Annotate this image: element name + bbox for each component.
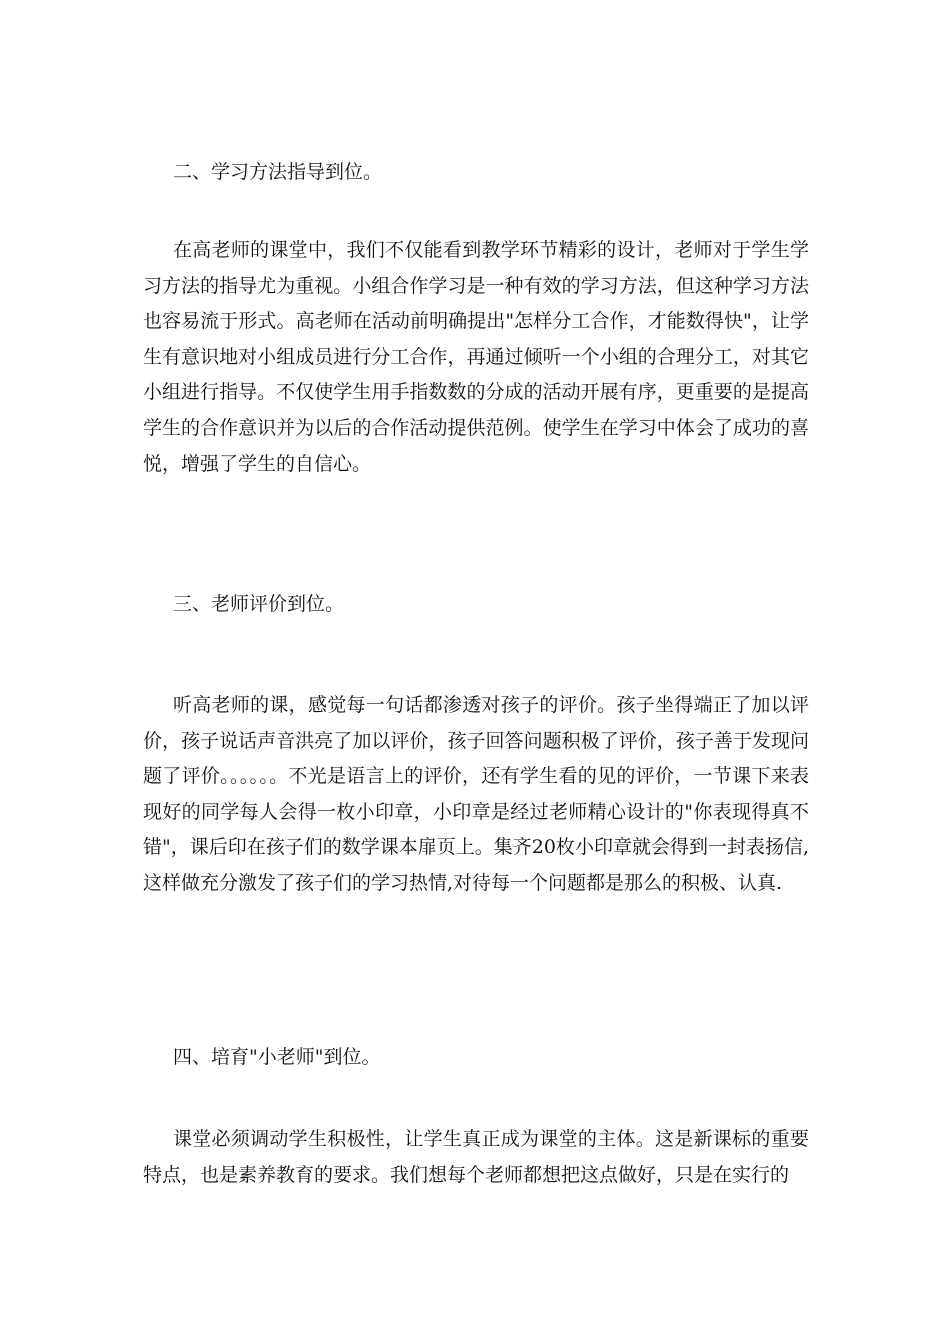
section-heading-little-teacher: 四、培育"小老师"到位。 (173, 1046, 381, 1068)
section-heading-learning-methods: 二、学习方法指导到位。 (173, 161, 383, 183)
section-heading-teacher-evaluation: 三、老师评价到位。 (173, 593, 345, 615)
section-paragraph-teacher-evaluation: 听高老师的课，感觉每一句话都渗透对孩子的评价。孩子坐得端正了加以评价，孩子说话声音洪亮了加以评价，孩子回答问题积极了评价，孩子善于发现问题了评价。。。。。。不光是语言上的评价，还有学生看的见的评价，一节课下来表现好的同学每人会得一枚小印章，小印章是经过老师精心设计的"你表现得真不错"，课后印在孩子们的数学课本扉页上。集齐20枚小印章就会得到一封表扬信,这样做充分激发了孩子们的学习热情,对待每一个问题都是那么的积极、认真. (143, 694, 809, 894)
section-paragraph-little-teacher: 课堂必须调动学生积极性，让学生真正成为课堂的主体。这是新课标的重要特点，也是素养教育的要求。我们想每个老师都想把这点做好，只是在实行的 (143, 1128, 809, 1186)
section-paragraph-learning-methods: 在高老师的课堂中，我们不仅能看到教学环节精彩的设计，老师对于学生学习方法的指导尤为重视。小组合作学习是一种有效的学习方法，但这种学习方法也容易流于形式。高老师在活动前明确提出"怎样分工合作，才能数得快"，让学生有意识地对小组成员进行分工合作，再通过倾听一个小组的合理分工，对其它小组进行指导。不仅使学生用手指数数的分成的活动开展有序，更重要的是提高学生的合作意识并为以后的合作活动提供范例。使学生在学习中体会了成功的喜悦，增强了学生的自信心。 (143, 239, 809, 475)
